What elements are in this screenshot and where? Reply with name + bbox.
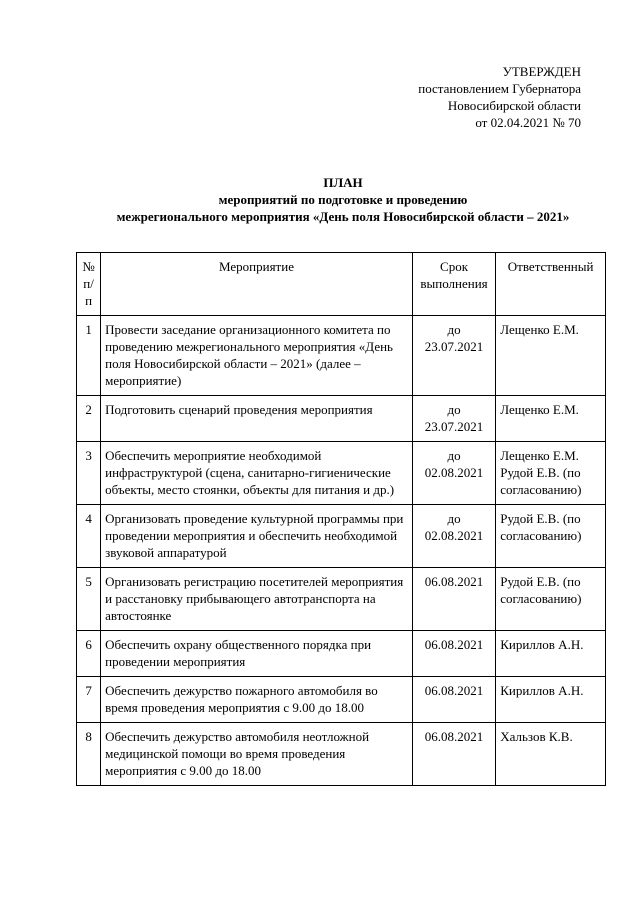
row-num: 8 <box>77 723 101 786</box>
header-deadline: Срок выполнения <box>412 253 495 316</box>
row-num: 2 <box>77 396 101 442</box>
row-responsible: Лещенко Е.М. <box>496 316 606 396</box>
row-num: 3 <box>77 442 101 505</box>
table-row <box>77 505 606 568</box>
row-event: Обеспечить мероприятие необходимой инфраструктурой (сцена, санитарно-гигиенические объекты, место стоянки, объекты для питания и др.) <box>101 442 413 505</box>
row-responsible: Кириллов А.Н. <box>496 677 606 723</box>
row-event: Обеспечить дежурство автомобиля неотложной медицинской помощи во время проведения мероприятия с 9.00 до 18.00 <box>101 723 413 786</box>
row-responsible: Рудой Е.В. (по согласованию) <box>496 568 606 631</box>
approval-line-date: от 02.04.2021 № 70 <box>475 115 581 130</box>
row-num: 1 <box>77 316 101 396</box>
row-responsible: Кириллов А.Н. <box>496 631 606 677</box>
table-row <box>77 631 606 677</box>
table-row <box>77 442 606 505</box>
title-heading: ПЛАН <box>323 175 363 190</box>
row-responsible: Лещенко Е.М. Рудой Е.В. (по согласованию) <box>496 442 606 505</box>
row-event: Подготовить сценарий проведения мероприятия <box>101 396 413 442</box>
header-num: № п/п <box>77 253 101 316</box>
title-event-name: межрегионального мероприятия «День поля Новосибирской области – 2021» <box>116 209 570 224</box>
row-deadline: до 23.07.2021 <box>412 396 495 442</box>
row-num: 4 <box>77 505 101 568</box>
table-row <box>77 677 606 723</box>
row-event: Обеспечить дежурство пожарного автомобиля во время проведения мероприятия с 9.00 до 18.00 <box>101 677 413 723</box>
row-deadline: 06.08.2021 <box>412 568 495 631</box>
table-row <box>77 396 606 442</box>
row-deadline: до 02.08.2021 <box>412 442 495 505</box>
plan-table <box>76 252 606 786</box>
table-header-row <box>77 253 606 316</box>
row-event: Организовать проведение культурной программы при проведении мероприятия и обеспечить необходимой звуковой аппаратурой <box>101 505 413 568</box>
document-title <box>60 174 626 225</box>
row-event: Организовать регистрацию посетителей мероприятия и расстановку прибывающего автотранспорта на автостоянке <box>101 568 413 631</box>
table-row <box>77 723 606 786</box>
header-event: Мероприятие <box>101 253 413 316</box>
row-deadline: 06.08.2021 <box>412 723 495 786</box>
row-num: 5 <box>77 568 101 631</box>
table-row <box>77 316 606 396</box>
row-deadline: до 23.07.2021 <box>412 316 495 396</box>
row-deadline: до 02.08.2021 <box>412 505 495 568</box>
title-subtitle: мероприятий по подготовке и проведению <box>218 192 468 207</box>
approval-line-decree: постановлением Губернатора <box>418 81 581 96</box>
approval-line-approved: УТВЕРЖДЕН <box>502 64 581 79</box>
approval-stamp <box>341 63 581 131</box>
row-responsible: Рудой Е.В. (по согласованию) <box>496 505 606 568</box>
header-responsible: Ответственный <box>496 253 606 316</box>
row-event: Обеспечить охрану общественного порядка при проведении мероприятия <box>101 631 413 677</box>
approval-line-region: Новосибирской области <box>447 98 581 113</box>
row-responsible: Лещенко Е.М. <box>496 396 606 442</box>
row-num: 7 <box>77 677 101 723</box>
row-event: Провести заседание организационного комитета по проведению межрегионального мероприятия «День поля Новосибирской области – 2021» (далее – мероприятие) <box>101 316 413 396</box>
row-num: 6 <box>77 631 101 677</box>
row-deadline: 06.08.2021 <box>412 631 495 677</box>
row-deadline: 06.08.2021 <box>412 677 495 723</box>
row-responsible: Хальзов К.В. <box>496 723 606 786</box>
table-row <box>77 568 606 631</box>
